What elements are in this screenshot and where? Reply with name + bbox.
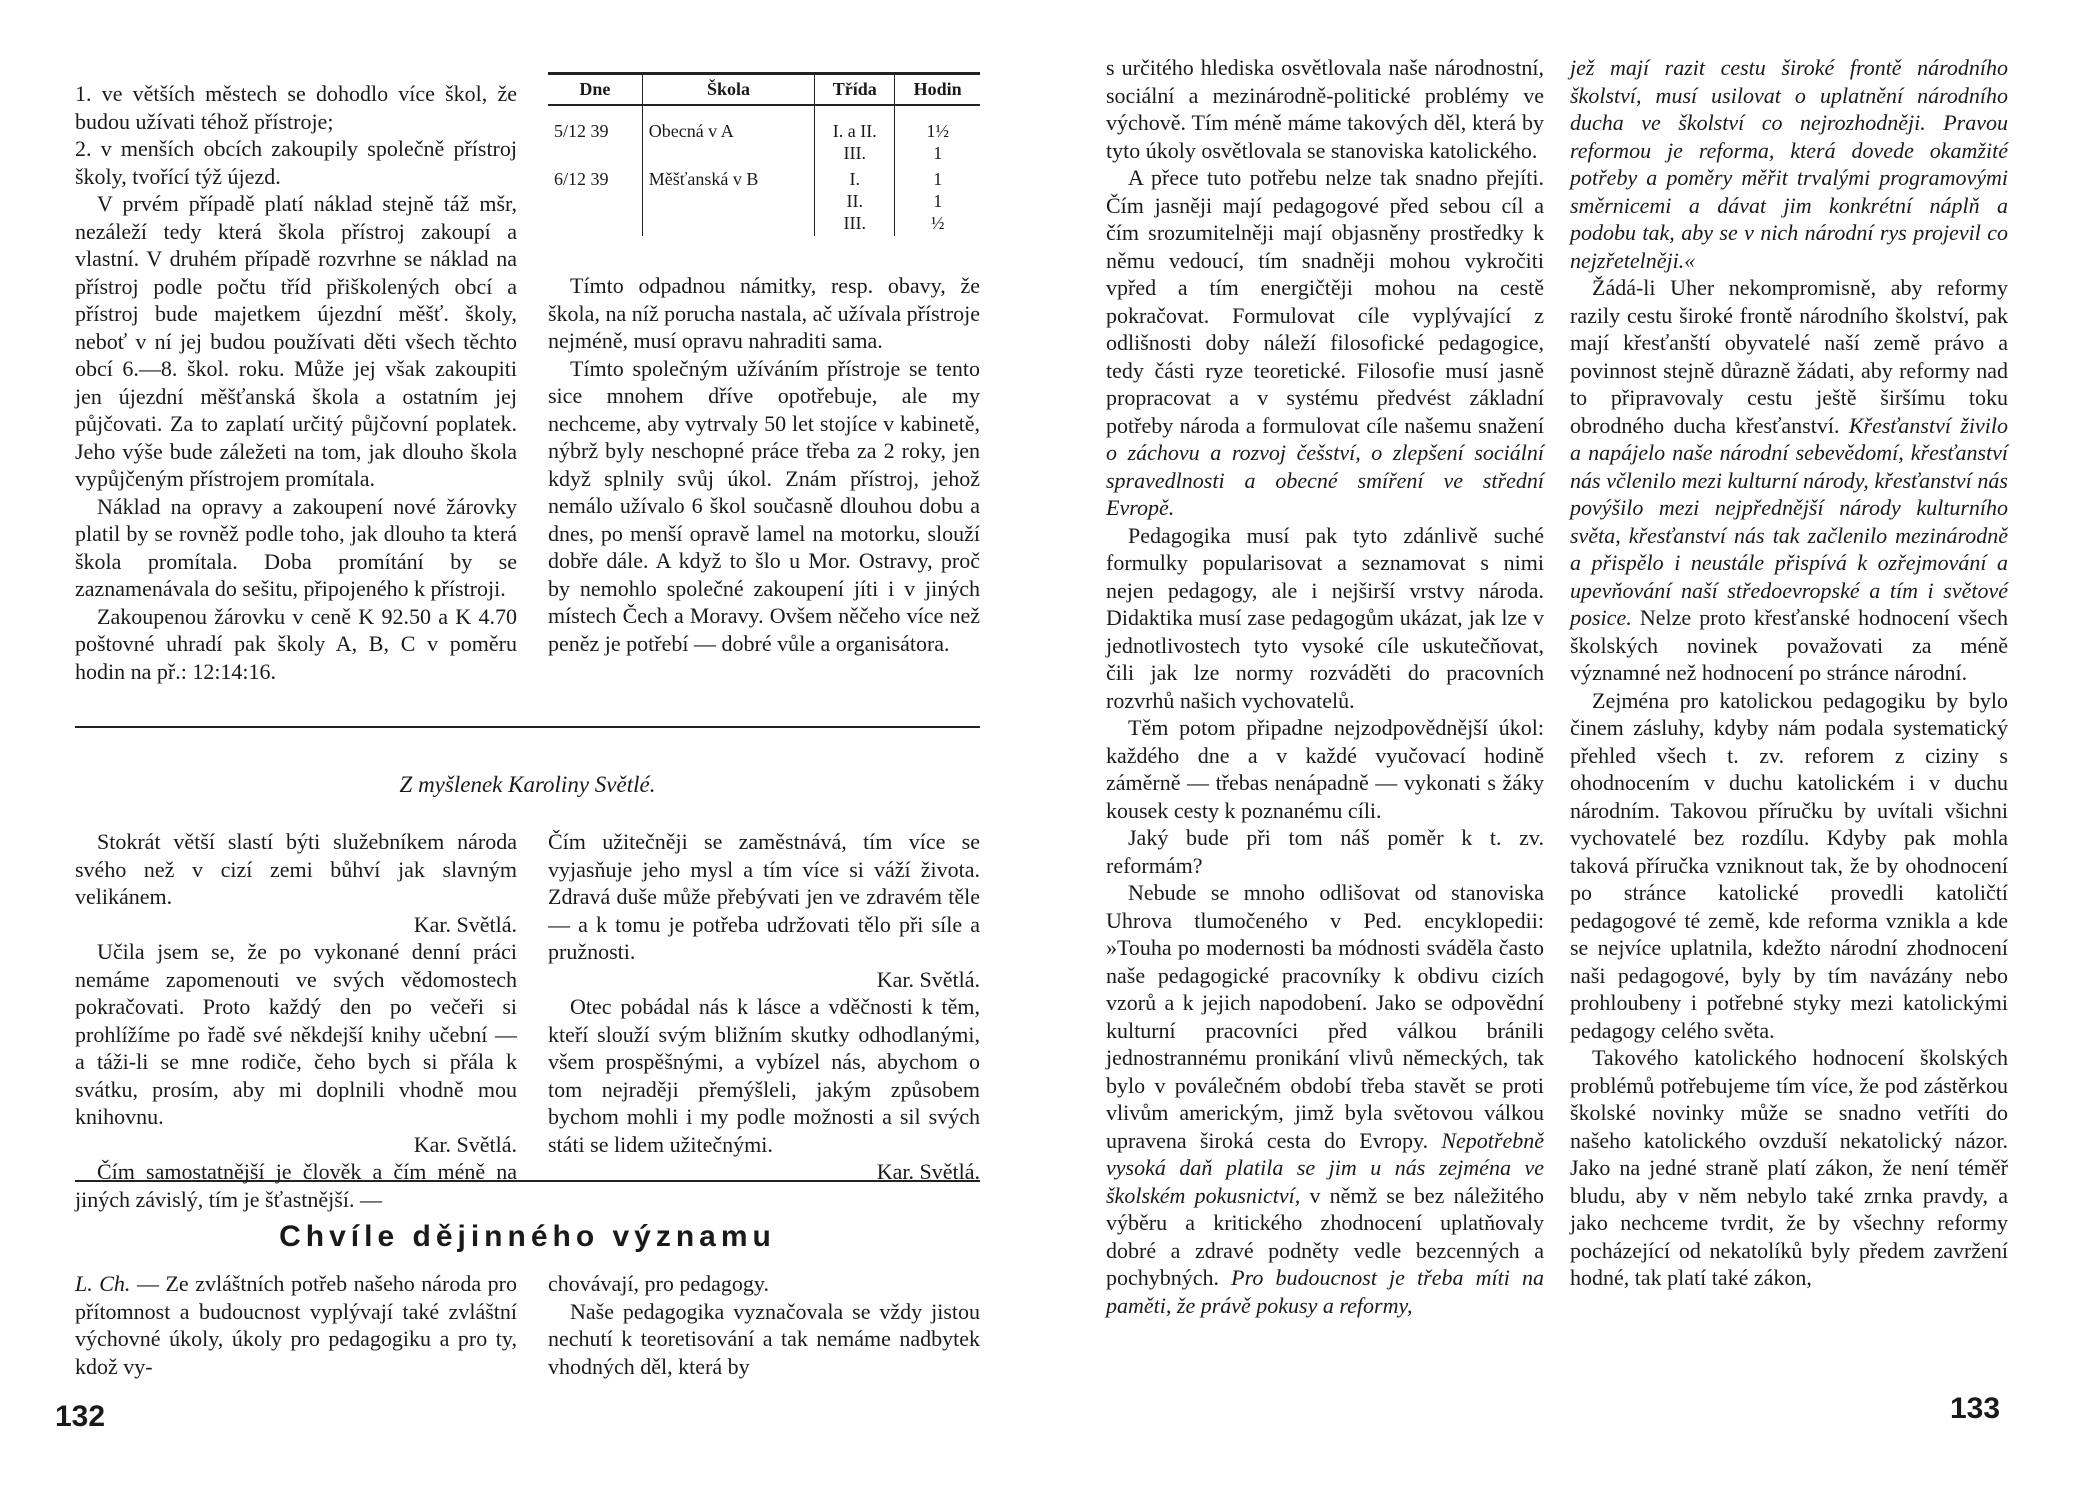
article-text: — Ze zvláštních potřeb našeho národa pro přítomnost a budoucnost vyplývají také zvláštní výchovné úkoly, úkoly pro pedagogiku a pro ty, kdož vy-	[75, 1271, 517, 1379]
article-col1	[75, 1270, 517, 1380]
table-header: Dne	[548, 74, 642, 106]
left-page	[0, 0, 1040, 1500]
paragraph: 2. v menších obcích zakoupily společně přístroj školy, tvořící týž újezd.	[75, 136, 517, 189]
left-col1	[75, 80, 517, 685]
schedule-table	[548, 72, 980, 236]
paragraph: s určitého hlediska osvětlovala naše národnostní, sociální a mezinárodně-politické problémy ve výchově. Tím méně máme takových děl, která by tyto úkoly osvětlovala se stanoviska katolického.	[1106, 55, 1544, 163]
quote: Čím samostatnější je člověk a čím méně na jiných závislý, tím je šťastnější. —	[75, 1159, 517, 1212]
table-header: Třída	[815, 74, 895, 106]
paragraph: Náklad na opravy a zakoupení nové žárovky platil by se rovněž podle toho, jak dlouho ta která škola promítala. Doba promítání by se zaznamenávala do sešitu, připojeného k přístroji.	[75, 493, 517, 601]
signature: Kar. Světlá.	[413, 911, 517, 937]
right-page	[1040, 0, 2082, 1500]
text-run: v němž se bez náležitého výběru a kritického zhodnocení uplatňovaly dobré a zdravé podněty vedle bezcenných a pochybných.	[1106, 1182, 1544, 1290]
text-run: Nelze proto křesťanské hodnocení všech školských novinek považovati za méně významné než hodnocení po stránce národní.	[1570, 605, 2008, 685]
article-heading: Chvíle dějinného významu	[279, 1220, 776, 1253]
quotes-title: Z myšlenek Karoliny Světlé.	[399, 772, 656, 797]
left-col2	[548, 272, 980, 657]
paragraph: chovávají, pro pedagogy.	[548, 1271, 769, 1296]
table-header: Hodin	[895, 74, 980, 106]
signature: Kar. Světlá.	[876, 966, 980, 992]
italic-text: Pro budoucnost je třeba míti na paměti, že právě pokusy a reformy,	[1106, 1265, 1544, 1318]
table-cell: I. a II. III.	[815, 105, 895, 166]
table-cell: Obecná v A	[642, 105, 815, 166]
quotes-col1	[75, 828, 517, 1213]
table-header: Škola	[642, 74, 815, 106]
article-col2	[548, 1270, 980, 1380]
table-cell: Měšťanská v B	[642, 166, 815, 236]
paragraph: Takového katolického hodnocení školských problémů potřebujeme tím více, že pod zástěrkou školské novinky může se snadno vetříti do našeho katolického ovzduší nekatolický názor. Jako na jedné straně platí zákon, že není téměř bludu, aby v něm nebylo také zrnka pravdy, a jako nechceme tvrdit, že by všechny reformy pocházející od nekatolíků byly předem zavržení hodné, tak platí také zákon,	[1570, 1045, 2008, 1290]
table-row	[548, 166, 980, 236]
paragraph: V prvém případě platí náklad stejně táž mšr, nezáleží tedy která škola přístroj zakoupí a vlastní. V druhém případě rozvrhne se náklad na přístroj podle počtu tříd přiškolených obcí a přístroj bude majetkem újezdní měšť. školy, neboť v ní jej budou používati děti všech těchto obcí 6.—8. škol. roku. Může jej však zakoupiti jen újezdní měšťanská škola a ostatním jej půjčovati. Za to zaplatí určitý půjčovní poplatek. Jeho výše bude záležeti na tom, jak dlouho škola vypůjčeným přístrojem promítala.	[75, 191, 517, 491]
italic-text: o záchovu a rozvoj češství, o zlepšení sociální spravedlnosti a obecné smíření ve střední Evropě.	[1106, 440, 1544, 520]
table-cell: 1½ 1	[895, 105, 980, 166]
table-cell: I. II. III.	[815, 166, 895, 236]
paragraph: Těm potom připadne nejzodpovědnější úkol: každého dne a v každé vyučovací hodině záměrně — třebas nenápadně — vykonati s žáky kousek cesty k poznanému cíli.	[1106, 715, 1544, 823]
paragraph: Nebude se mnoho odlišovat od stanoviska Uhrova tlumočeného v Ped. encyklopedii: »Touha po modernosti ba módnosti sváděla často naše pedagogické pracovníky k obdivu cizích vzorů a k jejich napodobení. Jako se odpovědní kulturní pracovníci před válkou bránili jednostrannému pronikání vlivů německých, tak bylo v poválečném období třeba stavět se proti vlivům americkým, jimž byla světovou válkou upravena široká cesta do Evropy. Nepotřebně vysoká daň platila se jim u nás zejména ve školském pokusnictví, v němž se bez náležitého výběru a kritického zhodnocení uplatňovaly dobré a zdravé podněty vedle bezcenných a pochybných. Pro budoucnost je třeba míti na paměti, že právě pokusy a reformy,	[1106, 880, 1544, 1318]
paragraph: Tímto společným užíváním přístroje se tento sice mnohem dříve opotřebuje, ale my nechceme, aby vytrvaly 50 let stojíce v kabinetě, nýbrž byly neschopné práce třeba za 2 roky, jen když splnily svůj úkol. Znám přístroj, jehož nemálo užívalo 6 škol současně dlouhou dobu a dnes, po menší opravě lamel na motorku, slouží dobře dále. A když to šlo u Mor. Ostravy, proč by nemohlo společné zakoupení jíti i v jiných místech Čech a Moravy. Ovšem něčeho více než peněz je potřebí — dobré vůle a organisátora.	[548, 355, 980, 656]
table-cell: 5/12 39	[554, 121, 609, 141]
paragraph: Zejména pro katolickou pedagogiku by bylo činem zásluhy, kdyby nám podala systematický přehled všech t. zv. reforem z ciziny s ohodnocením v duchu katolickém i v duchu národním. Takovou příručku by uvítali všichni vychovatelé bez rozdílu. Kdyby pak mohla taková příručka vzniknout tak, že by ohodnocení po stránce katolické provedli katoličtí pedagogové té země, kde reforma vznikla a kde se nejvíce uplatnila, kdežto národní zhodnocení naši pedagogové, byly by tím navázány nebo prohloubeny i potřebné styky mezi katolickými pedagogy celého světa.	[1570, 687, 2008, 1043]
italic-text: Křesťanství živilo a napájelo naše národní sebevědomí, křesťanství nás včlenilo mezi kulturní národy, křesťanství nás povýšilo mezi nejpřednější národy kulturního světa, křesťanství nás tak začlenilo mezinárodně a přispělo i neustále přispívá k ozřejmování a upevňování naší středoevropské a tím i světové posice.	[1570, 412, 2008, 630]
right-col2	[1570, 54, 2008, 1292]
paragraph: Jaký bude při tom náš poměr k t. zv. reformám?	[1106, 825, 1544, 878]
paragraph: Tímto odpadnou námitky, resp. obavy, že škola, na níž porucha nastala, ač užívala přístroje nejméně, musí opravu nahraditi sama.	[548, 273, 980, 353]
paragraph: A přece tuto potřebu nelze tak snadno přejíti. Čím jasněji mají pedagogové před sebou cíl a čím srozumitelněji mají objasněny prostředky k němu vedoucí, tím snadněji mohou vykročiti vpřed a tím energičtěji mohou na cestě pokračovat. Formulovat cíle vyplývající z odlišnosti doby náleží filosofické pedagogice, tedy části ryze teoretické. Filosofie musí jasně propracovat a v systému předvést základní potřeby národa a formulovat cíle našemu snažení o záchovu a rozvoj češství, o zlepšení sociální spravedlnosti a obecné smíření ve střední Evropě.	[1106, 165, 1544, 520]
paragraph: Naše pedagogika vyznačovala se vždy jistou nechutí k teoretisování a tak nemáme nadbytek vhodných děl, která by	[548, 1298, 980, 1379]
quote: Otec pobádal nás k lásce a vděčnosti k těm, kteří slouží svým bližním skutky odhodlanými, všem prospěšnými, a vybízel nás, abychom o tom nejraději přemýšleli, jakým způsobem bychom mohli i my podle možnosti a sil svých státi se lidem užitečnými.	[548, 994, 980, 1157]
divider	[75, 1180, 980, 1182]
table-cell: 6/12 39	[554, 169, 609, 189]
table-cell: 1 1 ½	[895, 166, 980, 236]
paragraph: Zakoupenou žárovku v ceně K 92.50 a K 4.70 poštovné uhradí pak školy A, B, C v poměru hodin na př.: 12:14:16.	[75, 603, 517, 684]
quote: Čím užitečněji se zaměstnává, tím více se vyjasňuje jeho mysl a tím více si váží života. Zdravá duše může přebývati jen ve zdravém těle — a k tomu je potřeba udržovati tělo při síle a pružnosti.	[548, 829, 980, 964]
paragraph: Žádá-li Uher nekompromisně, aby reformy razily cestu široké frontě národního školství, pak mají křesťanští obyvatelé naší země právo a povinnost stejně důrazně žádati, aby reformy nad to připravovaly cestu ještě širšímu toku obrodného ducha křesťanství. Křesťanství živilo a napájelo naše národní sebevědomí, křesťanství nás včlenilo mezi kulturní národy, křesťanství nás povýšilo mezi nejpřednější národy kulturního světa, křesťanství nás tak začlenilo mezinárodně a přispělo i neustále přispívá k ozřejmování a upevňování naší středoevropské a tím i světové posice. Nelze proto křesťanské hodnocení všech školských novinek považovati za méně významné než hodnocení po stránce národní.	[1570, 275, 2008, 685]
italic-text: Nepotřebně vysoká daň platila se jim u nás zejména ve školském pokusnictví,	[1106, 1127, 1544, 1208]
quotes-col2	[548, 828, 980, 1186]
table-row	[548, 105, 980, 166]
quote: Stokrát větší slastí býti služebníkem národa svého než v cizí zemi bůhví jak slavným velikánem.	[75, 829, 517, 909]
signature: Kar. Světlá.	[413, 1131, 517, 1157]
divider	[75, 726, 980, 728]
paragraph: 1. ve větších městech se dohodlo více škol, že budou užívati téhož přístroje;	[75, 81, 517, 134]
article-author: L. Ch.	[75, 1271, 131, 1296]
page-number: 133	[1950, 1392, 2001, 1425]
paragraph: Pedagogika musí pak tyto zdánlivě suché formulky popularisovat a seznamovat s nimi nejen pedagogy, ale i nejširší vrstvy národa. Didaktika musí zase pedagogům ukázat, jak lze v jednotlivostech tyto vysoké cíle uskutečňovat, čili jak lze normy rozváděti do pracovních rozvrhů našich vychovatelů.	[1106, 522, 1544, 713]
quote: Učila jsem se, že po vykonané denní práci nemáme zapomenouti ve svých vědomostech pokračovati. Proto každý den po večeři si prohlížíme po řadě své někdejší knihy učební — a táži-li se mne rodiče, čeho bych si přála k svátku, prosím, aby mi doplnili vhodně mou knihovnu.	[75, 939, 517, 1129]
right-col1	[1106, 54, 1544, 1319]
signature: Kar. Světlá.	[876, 1159, 980, 1184]
page-number: 132	[55, 1400, 106, 1433]
italic-quote: jež mají razit cestu široké frontě národního školství, musí usilovat o uplatnění národního ducha ve školství co nejrozhodněji. Pravou reformou je reforma, která dovede okamžité potřeby a poměry měřit trvalými programovými směrnicemi a dávat jim konkrétní náplň a podobu tak, aby se v nich národní rys projevil co nejzřetelněji.«	[1570, 55, 2008, 273]
